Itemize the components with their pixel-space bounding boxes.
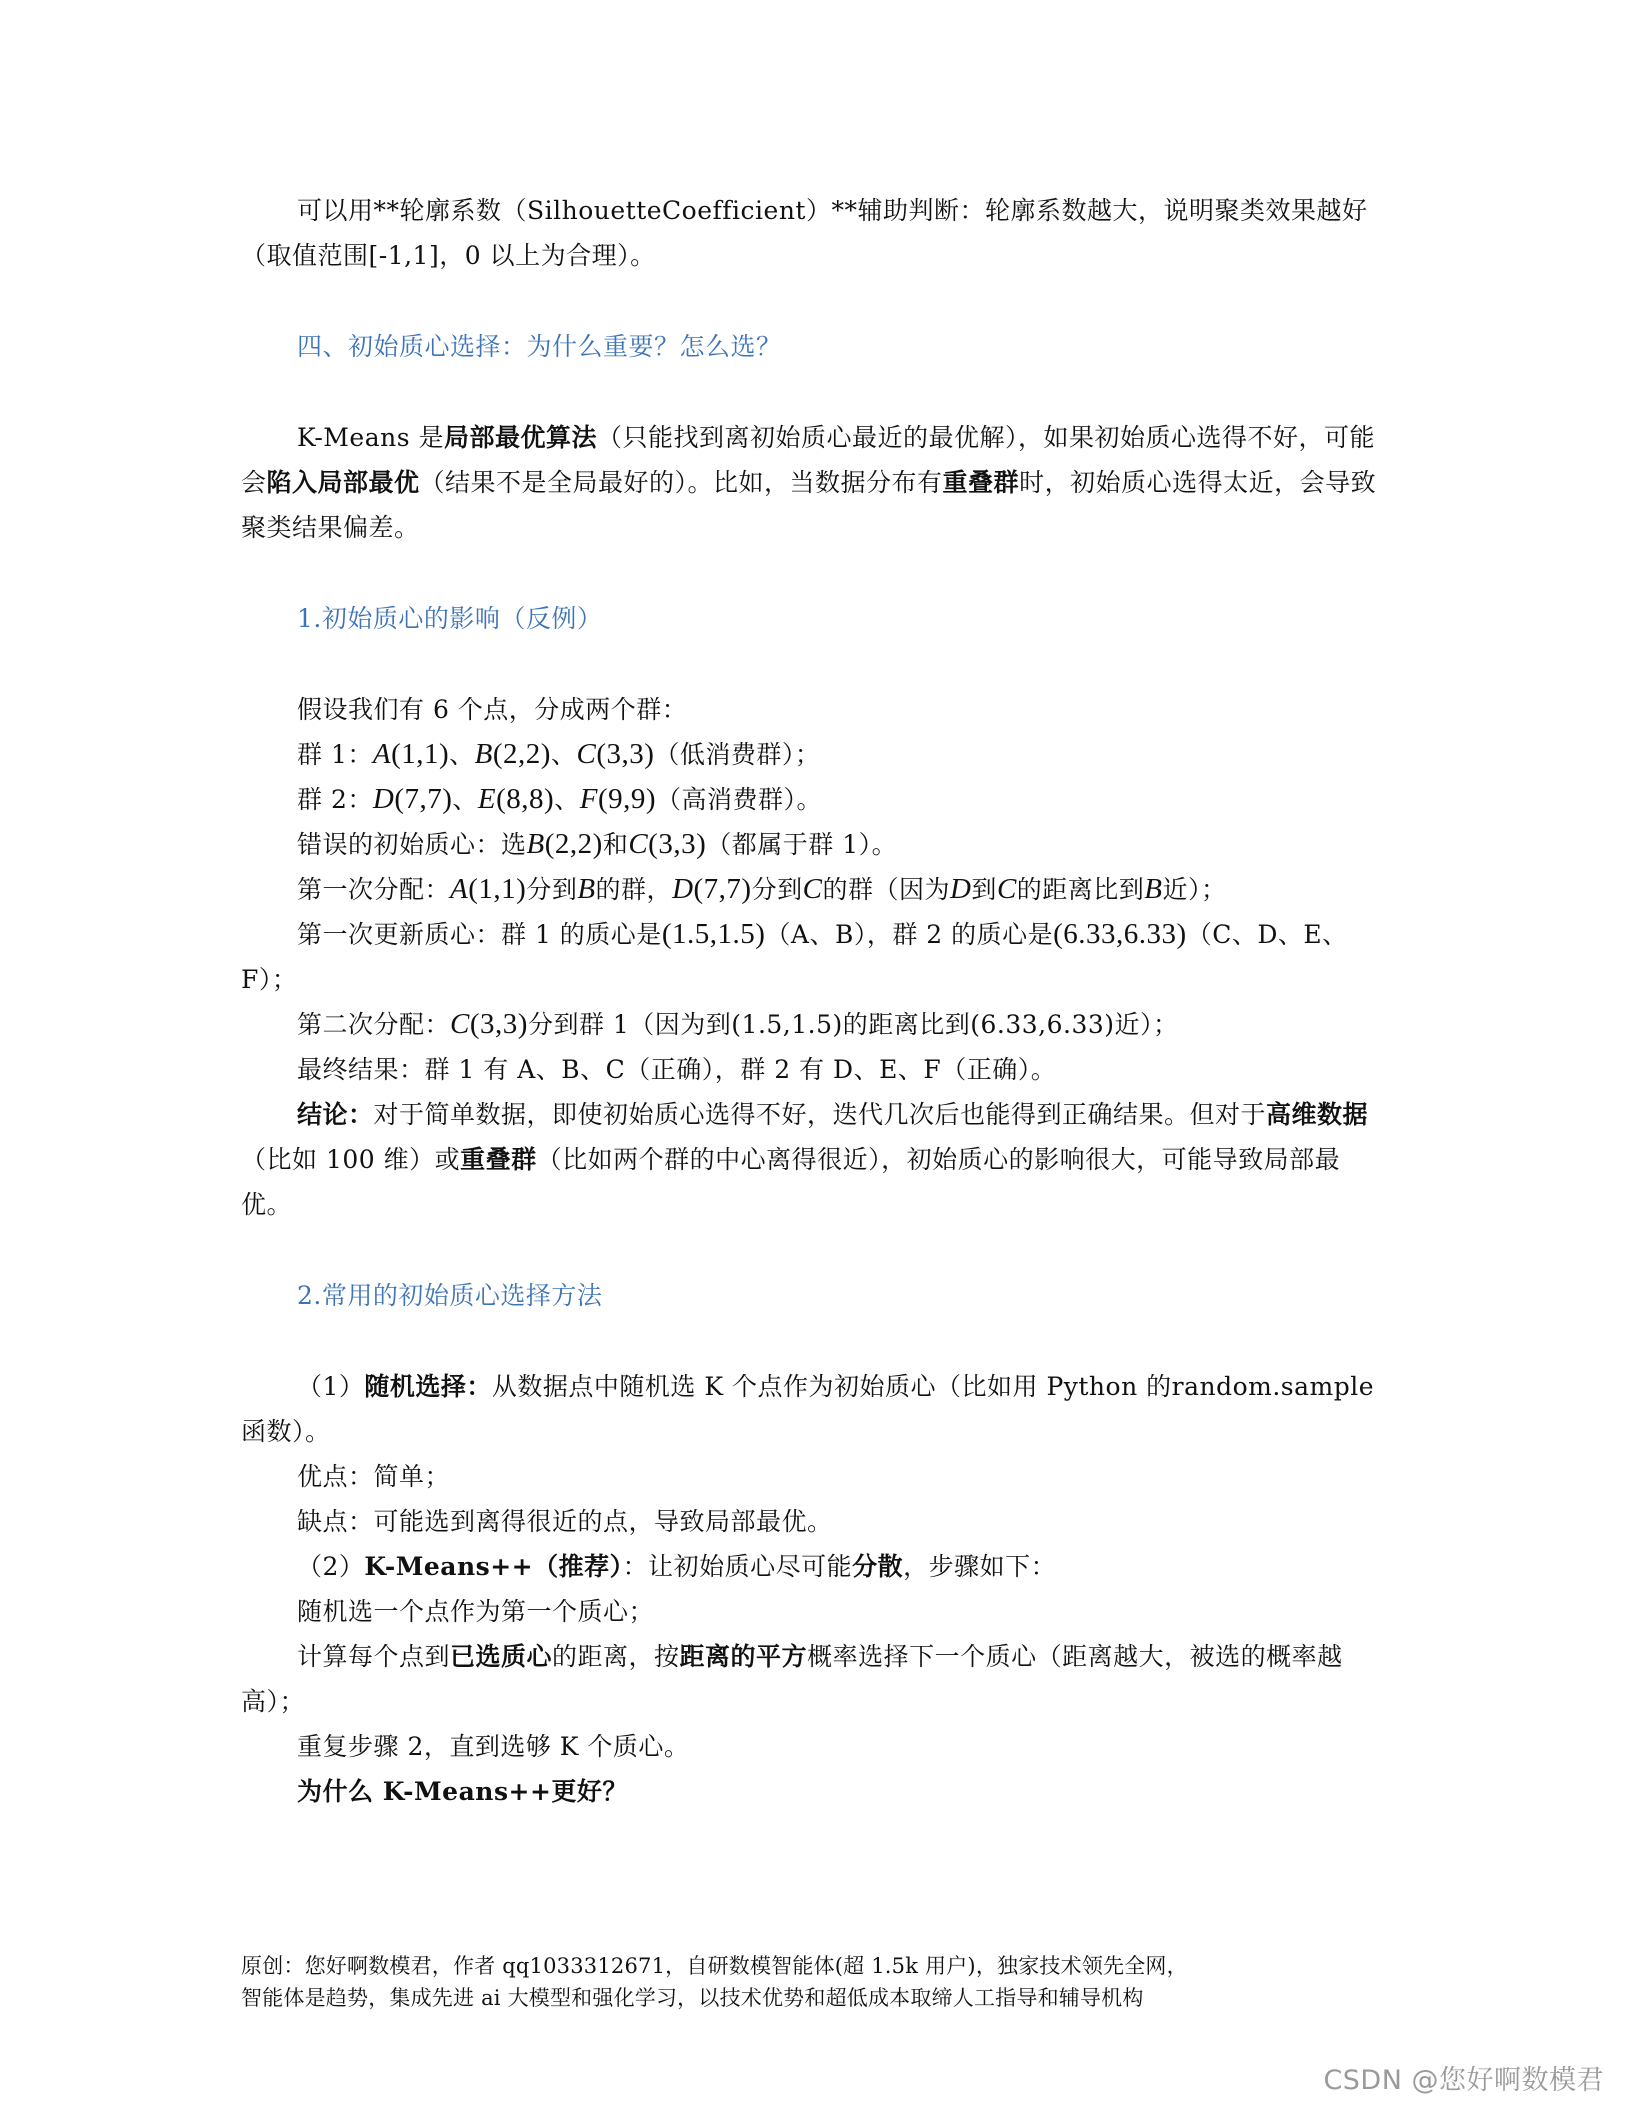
text: （C、D、E、F）；	[241, 920, 1348, 994]
bold-text: K-Means++（推荐）	[364, 1552, 623, 1581]
footer-note	[241, 1950, 1391, 2014]
text: 的群（因为	[822, 875, 950, 904]
text: （只能找到离初始质心最近的最优解），如果初始质心选得不好，可能会	[241, 423, 1376, 497]
group-1-line	[241, 732, 1391, 777]
text: （结果不是全局最好的）。比如，当数据分布有	[419, 468, 943, 497]
sep: 、	[550, 740, 577, 769]
text: 的距离，按	[552, 1642, 680, 1671]
sep: 、	[452, 785, 478, 814]
text: （1）	[297, 1372, 365, 1401]
text: （低消费群）；	[654, 740, 821, 769]
text: 分到	[751, 875, 803, 904]
text: 的距离比到	[1016, 875, 1145, 904]
silhouette-paragraph	[241, 188, 1391, 278]
kmeanspp-line	[241, 1544, 1391, 1589]
why-heading	[241, 1769, 1391, 1814]
sep: 、	[449, 740, 475, 769]
math-var: C	[802, 873, 823, 905]
random-method-paragraph	[241, 1364, 1391, 1454]
math-coord: (1,1)	[391, 738, 450, 770]
math-var: D	[949, 873, 972, 905]
section-heading-4: 四、初始质心选择：为什么重要？怎么选？	[297, 332, 782, 361]
math-coord: (8,8)	[496, 783, 555, 815]
label: 群 1：	[297, 740, 373, 769]
math-coord: (7,7)	[693, 873, 752, 905]
footer-line-2: 智能体是趋势，集成先进 ai 大模型和强化学习，以技术优势和超低成本取缔人工指导和辅导机构	[241, 1986, 1144, 2010]
bold-text: 高维数据	[1266, 1100, 1369, 1129]
math-coord: (1.5,1.5)	[661, 918, 766, 950]
bold-text: 局部最优算法	[443, 423, 597, 452]
text: （都属于群 1）。	[706, 830, 898, 859]
step-2-paragraph	[241, 1634, 1391, 1724]
math-var: C	[450, 1008, 470, 1040]
math-var: C	[576, 738, 597, 770]
text: （比如 100 维）或	[241, 1145, 461, 1174]
text: 分到	[526, 875, 578, 904]
text: 和	[602, 830, 629, 859]
subsection-heading-4-2: 2.常用的初始质心选择方法	[297, 1281, 603, 1310]
bold-text: 陷入局部最优	[266, 468, 420, 497]
first-assignment-line	[241, 867, 1391, 912]
math-var: A	[450, 873, 469, 905]
silhouette-text: 可以用**轮廓系数（SilhouetteCoefficient）**辅助判断：轮廓系数越大，说明聚类效果越好（取值范围[-1,1]，0 以上为合理）。	[241, 196, 1368, 270]
csdn-watermark: CSDN @您好啊数模君	[1323, 2065, 1604, 2096]
math-var: B	[526, 828, 545, 860]
math-var: C	[628, 828, 649, 860]
text: ，步骤如下：	[903, 1552, 1057, 1581]
example-intro: 假设我们有 6 个点，分成两个群：	[297, 695, 688, 724]
text: （高消费群）。	[656, 785, 823, 814]
group-2-line	[241, 777, 1391, 822]
text: 对于简单数据，即使初始质心选得不好，迭代几次后也能得到正确结果。但对于	[373, 1100, 1267, 1129]
math-var: B	[1144, 873, 1163, 905]
math-coord: (2,2)	[492, 738, 551, 770]
bold-text: 分散	[852, 1552, 904, 1581]
text: K-Means 是	[297, 423, 444, 452]
bold-text: 距离的平方	[679, 1642, 808, 1671]
text: ：让初始质心尽可能	[622, 1552, 853, 1581]
text: 概率选择下一个质心（距离越大，被选的概率越高）；	[241, 1642, 1343, 1716]
bold-text: 已选质心	[450, 1642, 553, 1671]
math-coord: (3,3)	[596, 738, 655, 770]
math-var: A	[372, 738, 392, 770]
text: 第一次更新质心：群 1 的质心是	[297, 920, 662, 949]
math-var: C	[996, 873, 1017, 905]
step-1-line: 随机选一个点作为第一个质心；	[297, 1597, 655, 1626]
text: 的群，	[595, 875, 673, 904]
math-coord: (7,7)	[394, 783, 453, 815]
math-var: D	[372, 783, 395, 815]
math-var: E	[477, 783, 497, 815]
bold-text: 随机选择：	[364, 1372, 492, 1401]
bold-text: 为什么 K-Means++更好？	[297, 1777, 628, 1806]
label: 第一次分配：	[297, 875, 451, 904]
text: 计算每个点到	[297, 1642, 451, 1671]
math-coord: (3,3)	[469, 1008, 528, 1040]
footer-line-1: 原创：您好啊数模君，作者 qq1033312671，自研数模智能体(超 1.5k 用户)，独家技术领先全网，	[241, 1954, 1188, 1978]
label: 第二次分配：	[297, 1010, 451, 1039]
bold-text: 重叠群	[942, 468, 1020, 497]
math-coord: (1,1)	[468, 873, 527, 905]
text: （2）	[297, 1552, 365, 1581]
math-coord: (2,2)	[544, 828, 603, 860]
subsection-heading-4-1: 1.初始质心的影响（反例）	[297, 604, 603, 633]
math-var: F	[579, 783, 598, 815]
local-optimum-paragraph	[241, 415, 1391, 550]
conclusion-paragraph	[241, 1092, 1391, 1227]
bold-text: 结论：	[297, 1100, 374, 1129]
text: 分到群 1（因为到(1.5,1.5)的距离比到(6.33,6.33)近）；	[527, 1010, 1179, 1039]
document-body	[241, 188, 1391, 1814]
pros-line: 优点：简单；	[297, 1462, 451, 1491]
final-result-line: 最终结果：群 1 有 A、B、C（正确），群 2 有 D、E、F（正确）。	[297, 1055, 1057, 1084]
math-var: D	[672, 873, 694, 905]
label: 群 2：	[297, 785, 373, 814]
text: 错误的初始质心：选	[297, 830, 527, 859]
text: 从数据点中随机选 K 个点作为初始质心（比如用 Python 的random.sample 函数）。	[241, 1372, 1375, 1446]
cons-line: 缺点：可能选到离得很近的点，导致局部最优。	[297, 1507, 833, 1536]
text: （比如两个群的中心离得很近），初始质心的影响很大，可能导致局部最优。	[241, 1145, 1341, 1219]
text: 时，初始质心选得太近，会导致聚类结果偏差。	[241, 468, 1377, 542]
step-3-line: 重复步骤 2，直到选够 K 个质心。	[297, 1732, 690, 1761]
text: 到	[971, 875, 997, 904]
sep: 、	[554, 785, 580, 814]
math-coord: (3,3)	[648, 828, 707, 860]
math-coord: (6.33,6.33)	[1053, 918, 1187, 950]
math-var: B	[577, 873, 596, 905]
bold-text: 重叠群	[460, 1145, 537, 1174]
math-var: B	[474, 738, 493, 770]
wrong-init-line	[241, 822, 1391, 867]
first-update-line	[241, 912, 1391, 1002]
math-coord: (9,9)	[597, 783, 657, 815]
text: 近）；	[1162, 875, 1227, 904]
second-assignment-line	[241, 1002, 1391, 1047]
text: （A、B），群 2 的质心是	[765, 920, 1054, 949]
